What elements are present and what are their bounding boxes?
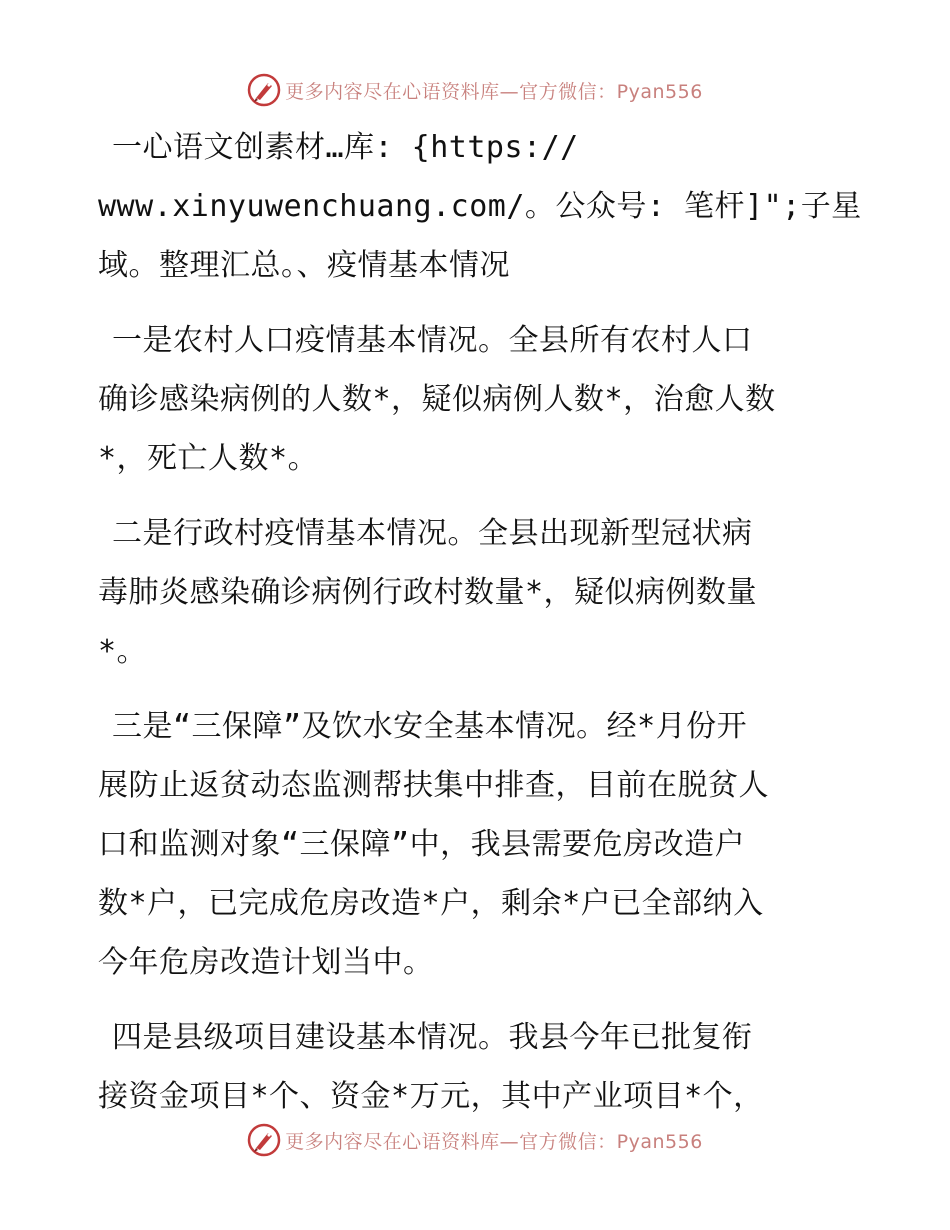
text-line: 一心语文创素材…库: {https:// — [112, 130, 579, 165]
header-watermark-banner — [0, 70, 950, 110]
text-line: 展防止返贫动态监测帮扶集中排查，目前在脱贫人 — [98, 768, 769, 803]
paragraph-intro — [98, 118, 862, 295]
text-line: 域。整理汇总。、疫情基本情况 — [98, 248, 510, 283]
text-line: 三是“三保障”及饮水安全基本情况。经*月份开 — [112, 709, 748, 744]
paragraph-three-guarantees — [98, 697, 858, 992]
text-line: 四是县级项目建设基本情况。我县今年已批复衔 — [112, 1020, 753, 1055]
paragraph-admin-villages — [98, 504, 858, 681]
document-body — [98, 118, 862, 1142]
text-line: *。 — [98, 634, 148, 669]
pen-nib-logo-icon — [247, 1123, 281, 1157]
text-line: 确诊感染病例的人数*，疑似病例人数*，治愈人数 — [98, 382, 776, 417]
text-line: *，死亡人数*。 — [98, 441, 319, 476]
text-line: 数*户，已完成危房改造*户，剩余*户已全部纳入 — [98, 886, 764, 921]
footer-watermark-banner — [0, 1120, 950, 1160]
text-line: 接资金项目*个、资金*万元，其中产业项目*个， — [98, 1079, 764, 1114]
paragraph-rural-population — [98, 311, 858, 488]
paragraph-county-projects — [98, 1008, 858, 1126]
pen-nib-logo-icon — [247, 73, 281, 107]
text-line: 二是行政村疫情基本情况。全县出现新型冠状病 — [112, 516, 753, 551]
text-line: www.xinyuwenchuang.com/。公众号: 笔杆]";子星 — [98, 189, 862, 224]
text-line: 一是农村人口疫情基本情况。全县所有农村人口 — [112, 323, 753, 358]
footer-watermark-text: 更多内容尽在心语资料库—官方微信：Pyan556 — [285, 1130, 703, 1153]
text-line: 今年危房改造计划当中。 — [98, 945, 434, 980]
header-watermark-text: 更多内容尽在心语资料库—官方微信：Pyan556 — [285, 80, 703, 103]
text-line: 口和监测对象“三保障”中，我县需要危房改造户 — [98, 827, 746, 862]
text-line: 毒肺炎感染确诊病例行政村数量*，疑似病例数量 — [98, 575, 758, 610]
